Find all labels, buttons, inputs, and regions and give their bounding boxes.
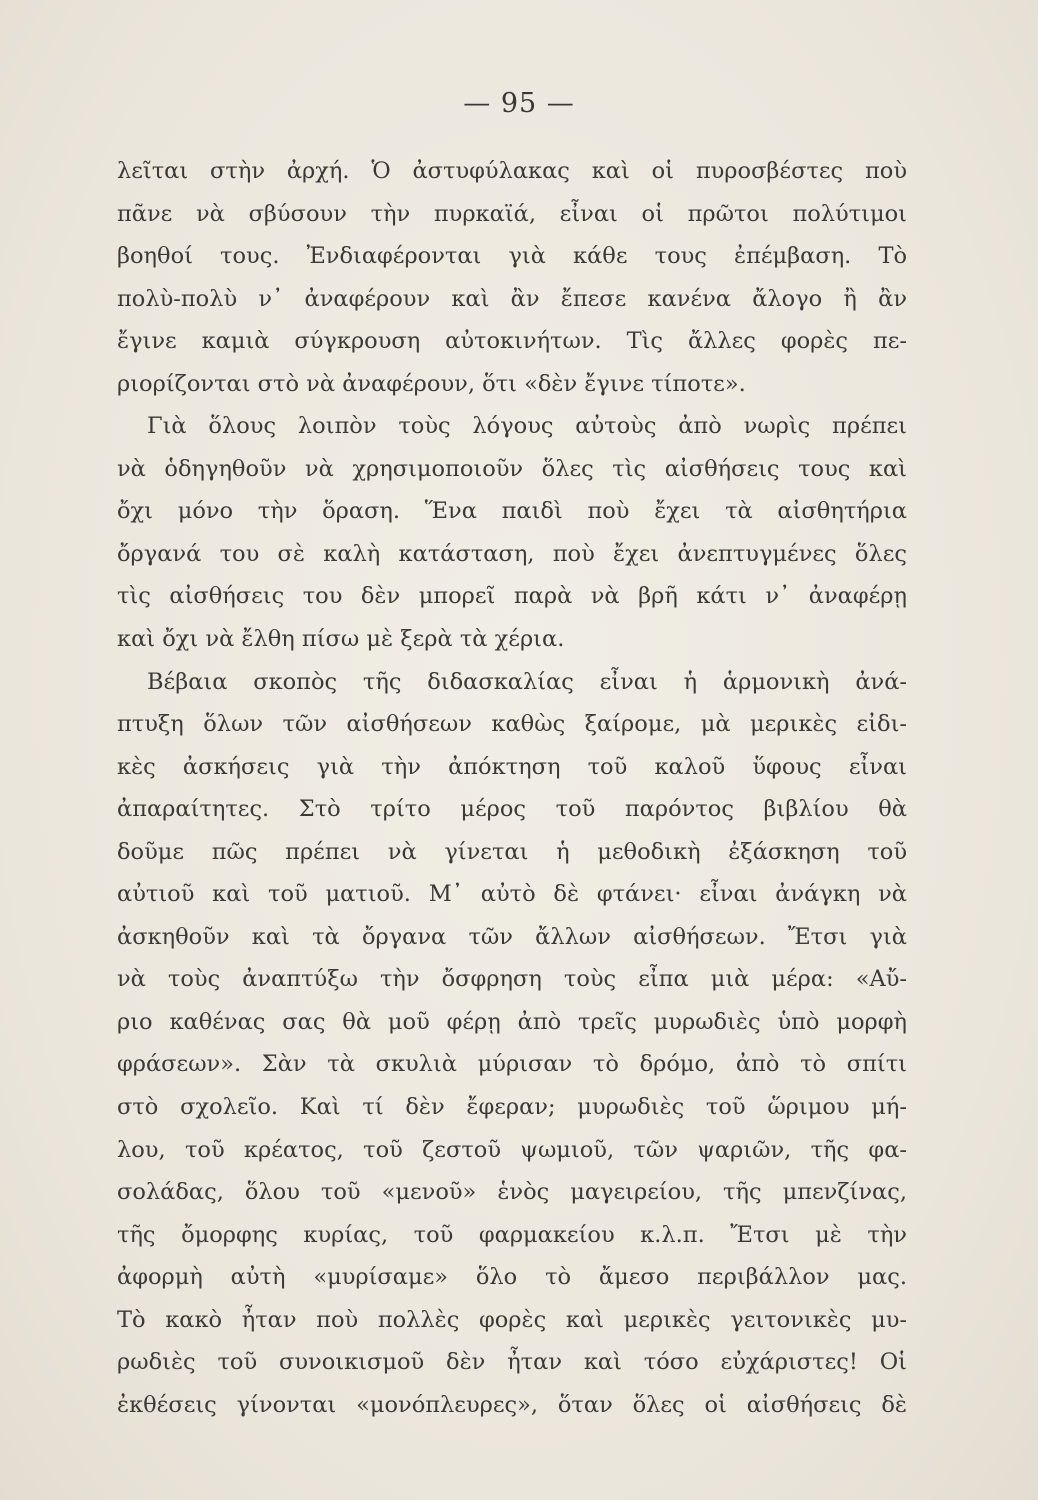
text-line: πολὺ-πολὺ ν᾿ ἀναφέρουν καὶ ἂν ἔπεσε κανένα ἄλογο ἢ ἂν bbox=[117, 285, 907, 312]
text-line: νὰ τοὺς ἀναπτύξω τὴν ὄσφρηση τοὺς εἶπα μιὰ μέρα: «Αὔ- bbox=[117, 966, 907, 993]
text-line: Γιὰ ὅλους λοιπὸν τοὺς λόγους αὐτοὺς ἀπὸ νωρὶς πρέπει bbox=[147, 413, 907, 440]
text-line: τὶς αἰσθήσεις του δὲν μπορεῖ παρὰ νὰ βρῆ κάτι ν᾿ ἀναφέρῃ bbox=[117, 583, 907, 610]
text-line: καὶ ὄχι νὰ ἔλθη πίσω μὲ ξερὰ τὰ χέρια. bbox=[117, 626, 565, 653]
text-line: αὐτιοῦ καὶ τοῦ ματιοῦ. Μ᾿ αὐτὸ δὲ φτάνει· εἶναι ἀνάγκη νὰ bbox=[117, 881, 907, 908]
text-line: δοῦμε πῶς πρέπει νὰ γίνεται ἡ μεθοδικὴ ἐξάσκηση τοῦ bbox=[117, 838, 907, 865]
text-line: τῆς ὄμορφης κυρίας, τοῦ φαρμακείου κ.λ.π. Ἔτσι μὲ τὴν bbox=[117, 1221, 907, 1248]
text-line: κὲς ἀσκήσεις γιὰ τὴν ἀπόκτηση τοῦ καλοῦ ὕφους εἶναι bbox=[117, 753, 907, 780]
text-line: σολάδας, ὅλου τοῦ «μενοῦ» ἑνὸς μαγειρείου, τῆς μπενζίνας, bbox=[117, 1179, 907, 1206]
text-line: ρωδιὲς τοῦ συνοικισμοῦ δὲν ἦταν καὶ τόσο εὐχάριστες! Οἱ bbox=[117, 1349, 907, 1376]
text-line: ὄργανά του σὲ καλὴ κατάσταση, ποὺ ἔχει ἀνεπτυγμένες ὅλες bbox=[117, 540, 907, 567]
text-line: ριο καθένας σας θὰ μοῦ φέρῃ ἀπὸ τρεῖς μυρωδιὲς ὑπὸ μορφὴ bbox=[117, 1008, 907, 1035]
text-line: λεῖται στὴν ἀρχή. Ὁ ἀστυφύλακας καὶ οἱ πυροσβέστες ποὺ bbox=[117, 158, 907, 184]
text-line: ὄχι μόνο τὴν ὅραση. Ἕνα παιδὶ ποὺ ἔχει τὰ αἰσθητήρια bbox=[117, 498, 907, 525]
text-line: ἀφορμὴ αὐτὴ «μυρίσαμε» ὅλο τὸ ἄμεσο περιβάλλον μας. bbox=[117, 1264, 907, 1291]
text-line: Τὸ κακὸ ἦταν ποὺ πολλὲς φορὲς καὶ μερικὲς γειτονικὲς μυ- bbox=[117, 1306, 907, 1333]
text-line: πτυξη ὅλων τῶν αἰσθήσεων καθὼς ξαίρομε, μὰ μερικὲς εἰδι- bbox=[117, 711, 907, 738]
text-line: ριορίζονται στὸ νὰ ἀναφέρουν, ὅτι «δὲν ἔγινε τίποτε». bbox=[117, 370, 746, 397]
text-line: φράσεων». Σὰν τὰ σκυλιὰ μύρισαν τὸ δρόμο, ἀπὸ τὸ σπίτι bbox=[117, 1051, 907, 1078]
text-line: ἐκθέσεις γίνονται «μονόπλευρες», ὅταν ὅλες οἱ αἰσθήσεις δὲ bbox=[117, 1391, 907, 1418]
text-line: Βέβαια σκοπὸς τῆς διδασκαλίας εἶναι ἡ ἁρμονικὴ ἀνά- bbox=[147, 668, 907, 695]
body-text bbox=[117, 150, 907, 1426]
text-line: πᾶνε νὰ σβύσουν τὴν πυρκαϊά, εἶναι οἱ πρῶτοι πολύτιμοι bbox=[117, 200, 907, 227]
text-line: ἔγινε καμιὰ σύγκρουση αὐτοκινήτων. Τὶς ἄλλες φορὲς πε- bbox=[117, 328, 907, 355]
text-line: ἀσκηθοῦν καὶ τὰ ὄργανα τῶν ἄλλων αἰσθήσεων. Ἔτσι γιὰ bbox=[117, 923, 907, 950]
text-line: νὰ ὁδηγηθοῦν νὰ χρησιμοποιοῦν ὅλες τὶς αἰσθήσεις τους καὶ bbox=[117, 455, 907, 482]
text-line: λου, τοῦ κρέατος, τοῦ ζεστοῦ ψωμιοῦ, τῶν ψαριῶν, τῆς φα- bbox=[117, 1136, 907, 1163]
page-number: — 95 — bbox=[463, 88, 575, 119]
text-line: ἀπαραίτητες. Στὸ τρίτο μέρος τοῦ παρόντος βιβλίου θὰ bbox=[117, 796, 907, 823]
text-line: στὸ σχολεῖο. Καὶ τί δὲν ἔφεραν; μυρωδιὲς τοῦ ὥριμου μή- bbox=[117, 1094, 907, 1121]
text-line: βοηθοί τους. Ἐνδιαφέρονται γιὰ κάθε τους ἐπέμβαση. Τὸ bbox=[117, 243, 907, 270]
